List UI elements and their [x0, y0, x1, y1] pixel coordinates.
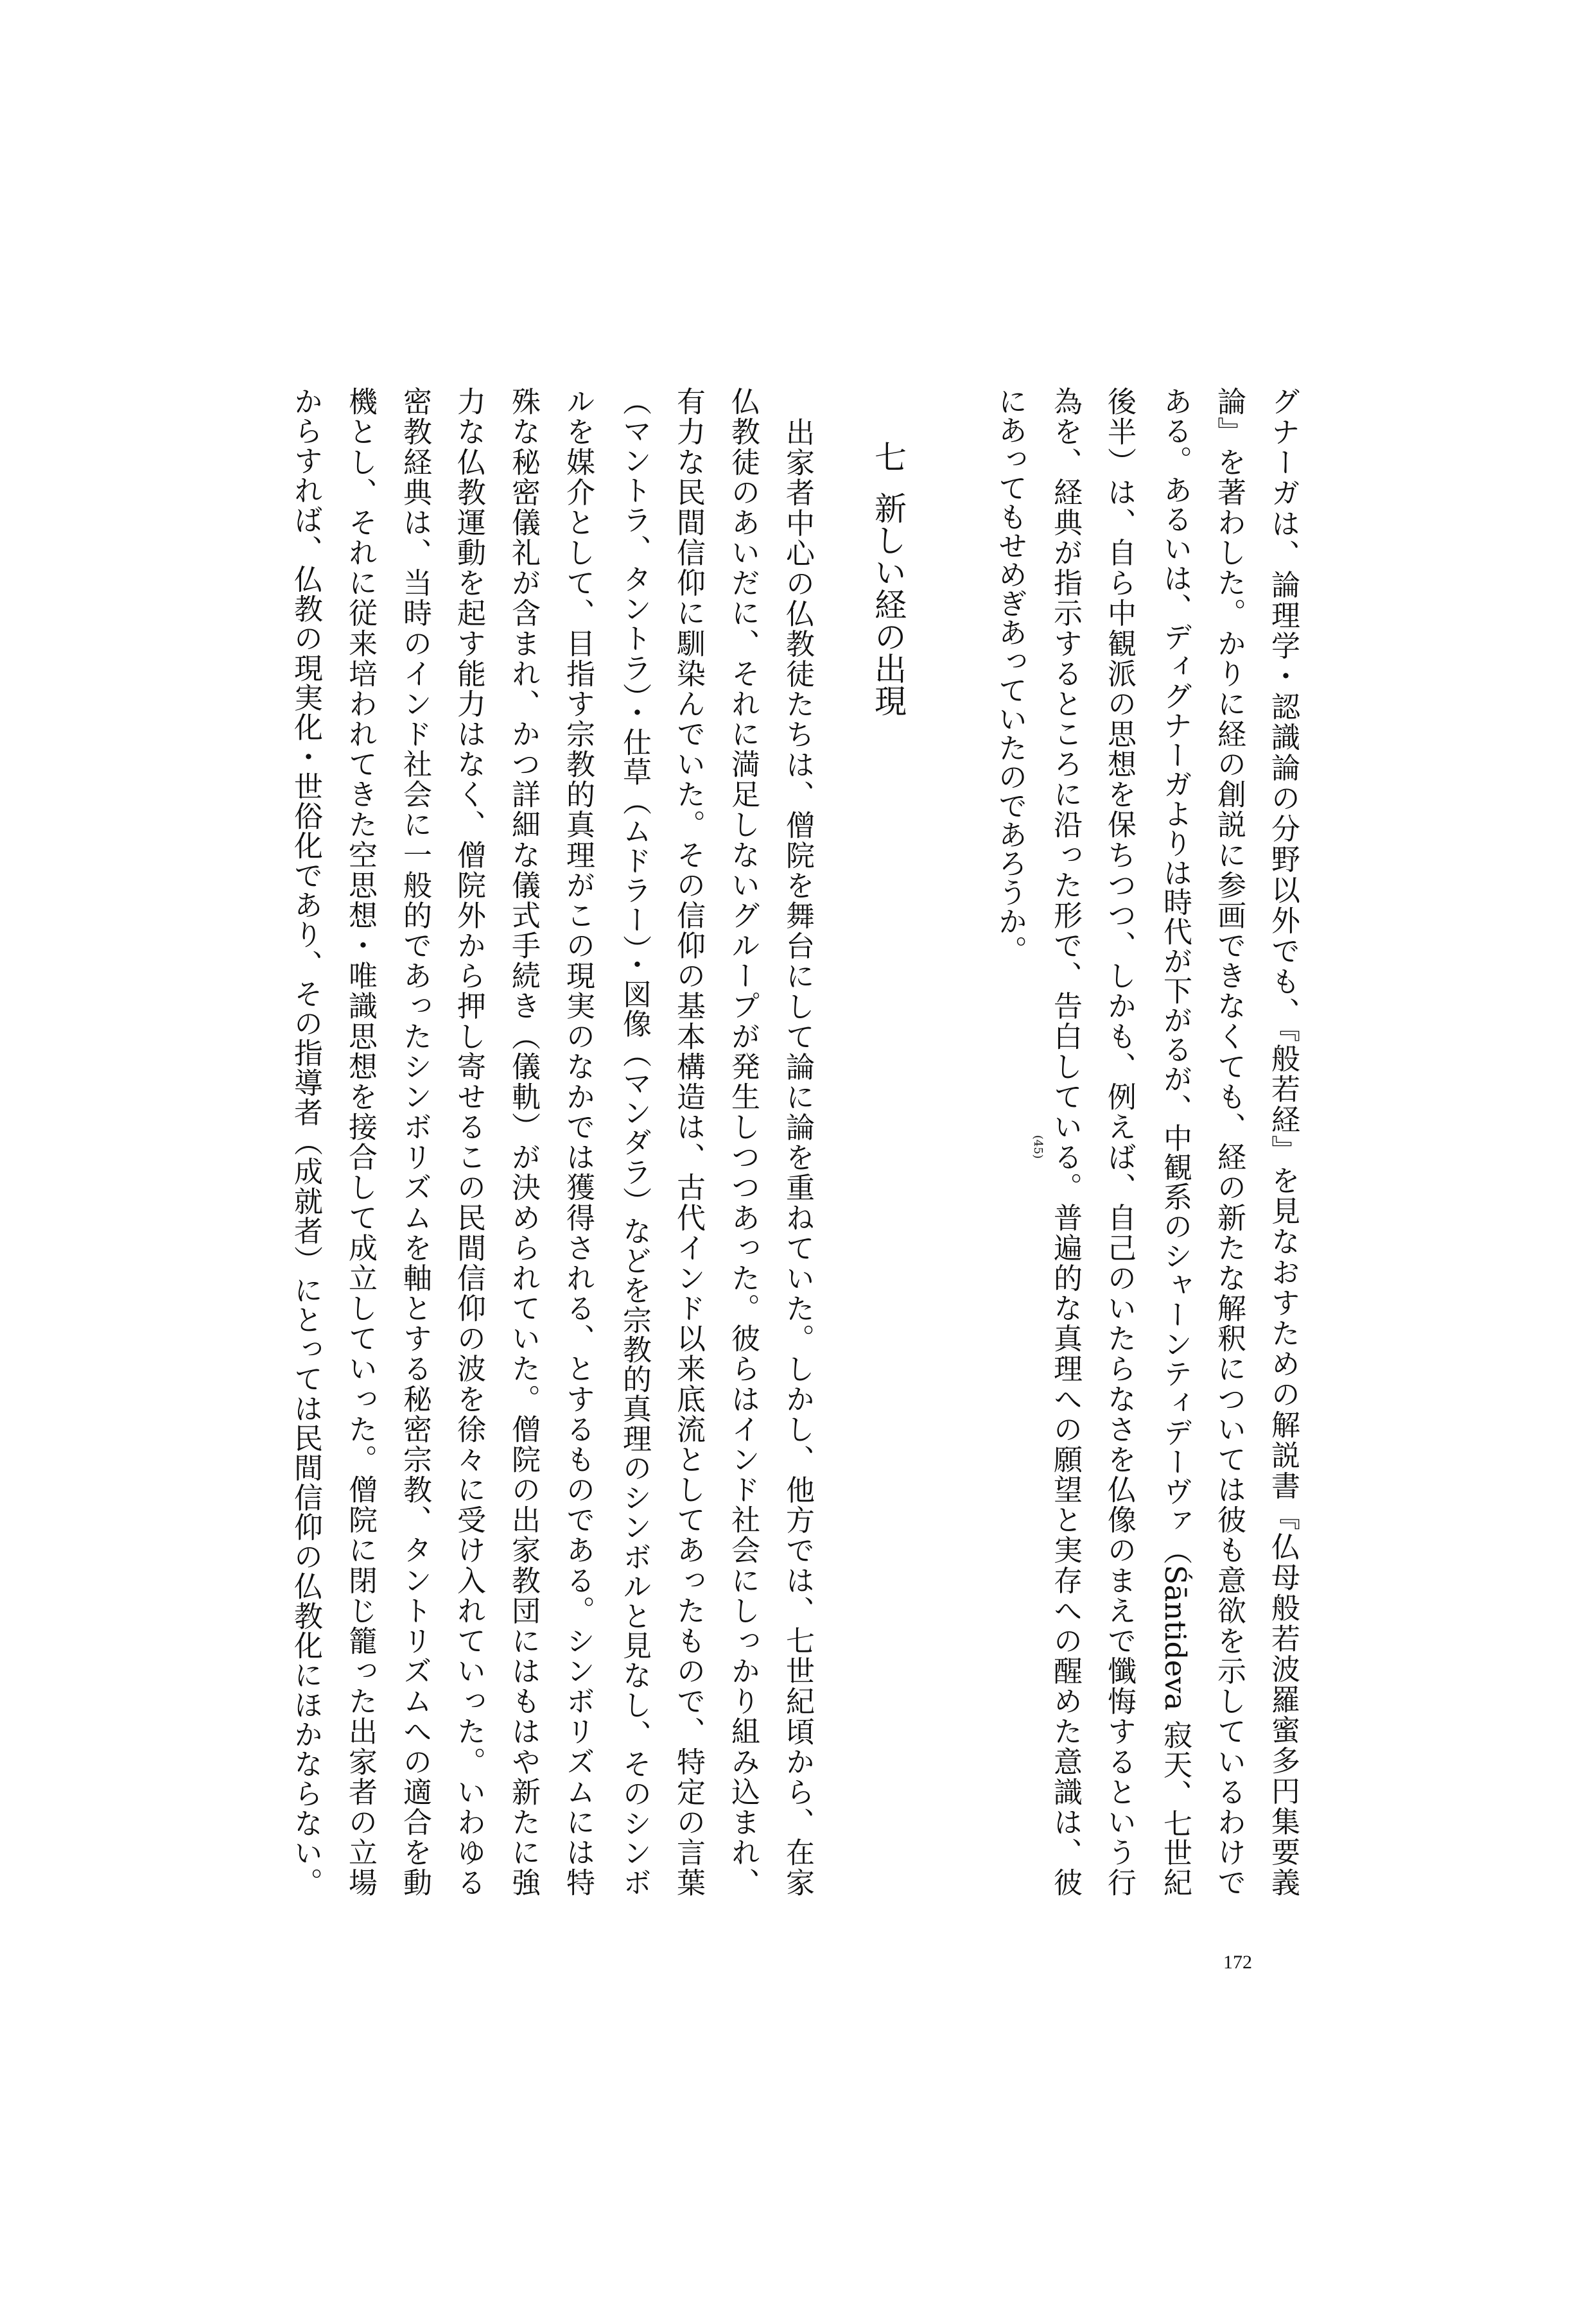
- text-line: 密教経典は、当時のインド社会に一般的であったシンボリズムを軸とする秘密宗教、タントリズムへの適合を動: [398, 386, 432, 1896]
- footnote-ref[interactable]: (45): [1031, 1135, 1045, 1159]
- text-line: 為を、経典が指示するところに沿った形で、告白している。普遍的な真理への願望と実存への醒めた意識は、彼: [1049, 386, 1083, 1896]
- text-line: にあってもせめぎあっていたのであろうか。: [993, 386, 1027, 964]
- text-line: （マントラ、タントラ）・仕草（ムドラー）・図像（マンダラ）などを宗教的真理のシンボルと見なし、そのシンボ: [618, 386, 652, 1896]
- text-line: 力な仏教運動を起す能力はなく、僧院外から押し寄せるこの民間信仰の波を徐々に受け入れていった。いわゆる: [452, 386, 486, 1897]
- text-line: 機とし、それに従来培われてきた空思想・唯識思想を接合して成立していった。僧院に閉じ籠った出家者の立場: [344, 386, 378, 1896]
- text-line: 殊な秘密儀礼が含まれ、かつ詳細な儀式手続き（儀軌）が決められていた。僧院の出家教団にはもはや新たに強: [507, 386, 541, 1896]
- section-number: 七: [869, 440, 907, 473]
- text-line: 仏教徒のあいだに、それに満足しないグループが発生しつつあった。彼らはインド社会にしっかり組み込まれ、: [726, 386, 760, 1896]
- text-line: 有力な民間信仰に馴染んでいた。その信仰の基本構造は、古代インド以来底流としてあったもので、特定の言葉: [672, 386, 706, 1896]
- text-line: ある。あるいは、ディグナーガよりは時代が下がるが、中観系のシャーンティデーヴァ（Śāntideva 寂天、七世紀: [1158, 386, 1192, 1896]
- text-line: 後半）は、自ら中観派の思想を保ちつつ、しかも、例えば、自己のいたらなさを仏像のまえで懺悔するという行: [1102, 386, 1137, 1896]
- section-title: 新しい経の出現: [869, 492, 907, 716]
- text-line: グナーガは、論理学・認識論の分野以外でも、『般若経』を見なおすための解説書『仏母般若波羅蜜多円集要義: [1266, 386, 1300, 1896]
- text-line: 出家者中心の仏教徒たちは、僧院を舞台にして論に論を重ねていた。しかし、他方では、七世紀頃から、在家: [781, 417, 815, 1896]
- text-line: 論』を著わした。かりに経の創説に参画できなくても、経の新たな解釈については彼も意欲を示しているわけで: [1212, 386, 1246, 1897]
- text-line: からすれば、仏教の現実化・世俗化であり、その指導者（成就者）にとっては民間信仰の仏教化にほかならない。: [289, 386, 323, 1896]
- section-heading: [868, 440, 908, 736]
- text-line: ルを媒介として、目指す宗教的真理がこの現実のなかでは獲得される、とするものである。シンボリズムには特: [561, 386, 595, 1896]
- page-number: 172: [1223, 1952, 1252, 1973]
